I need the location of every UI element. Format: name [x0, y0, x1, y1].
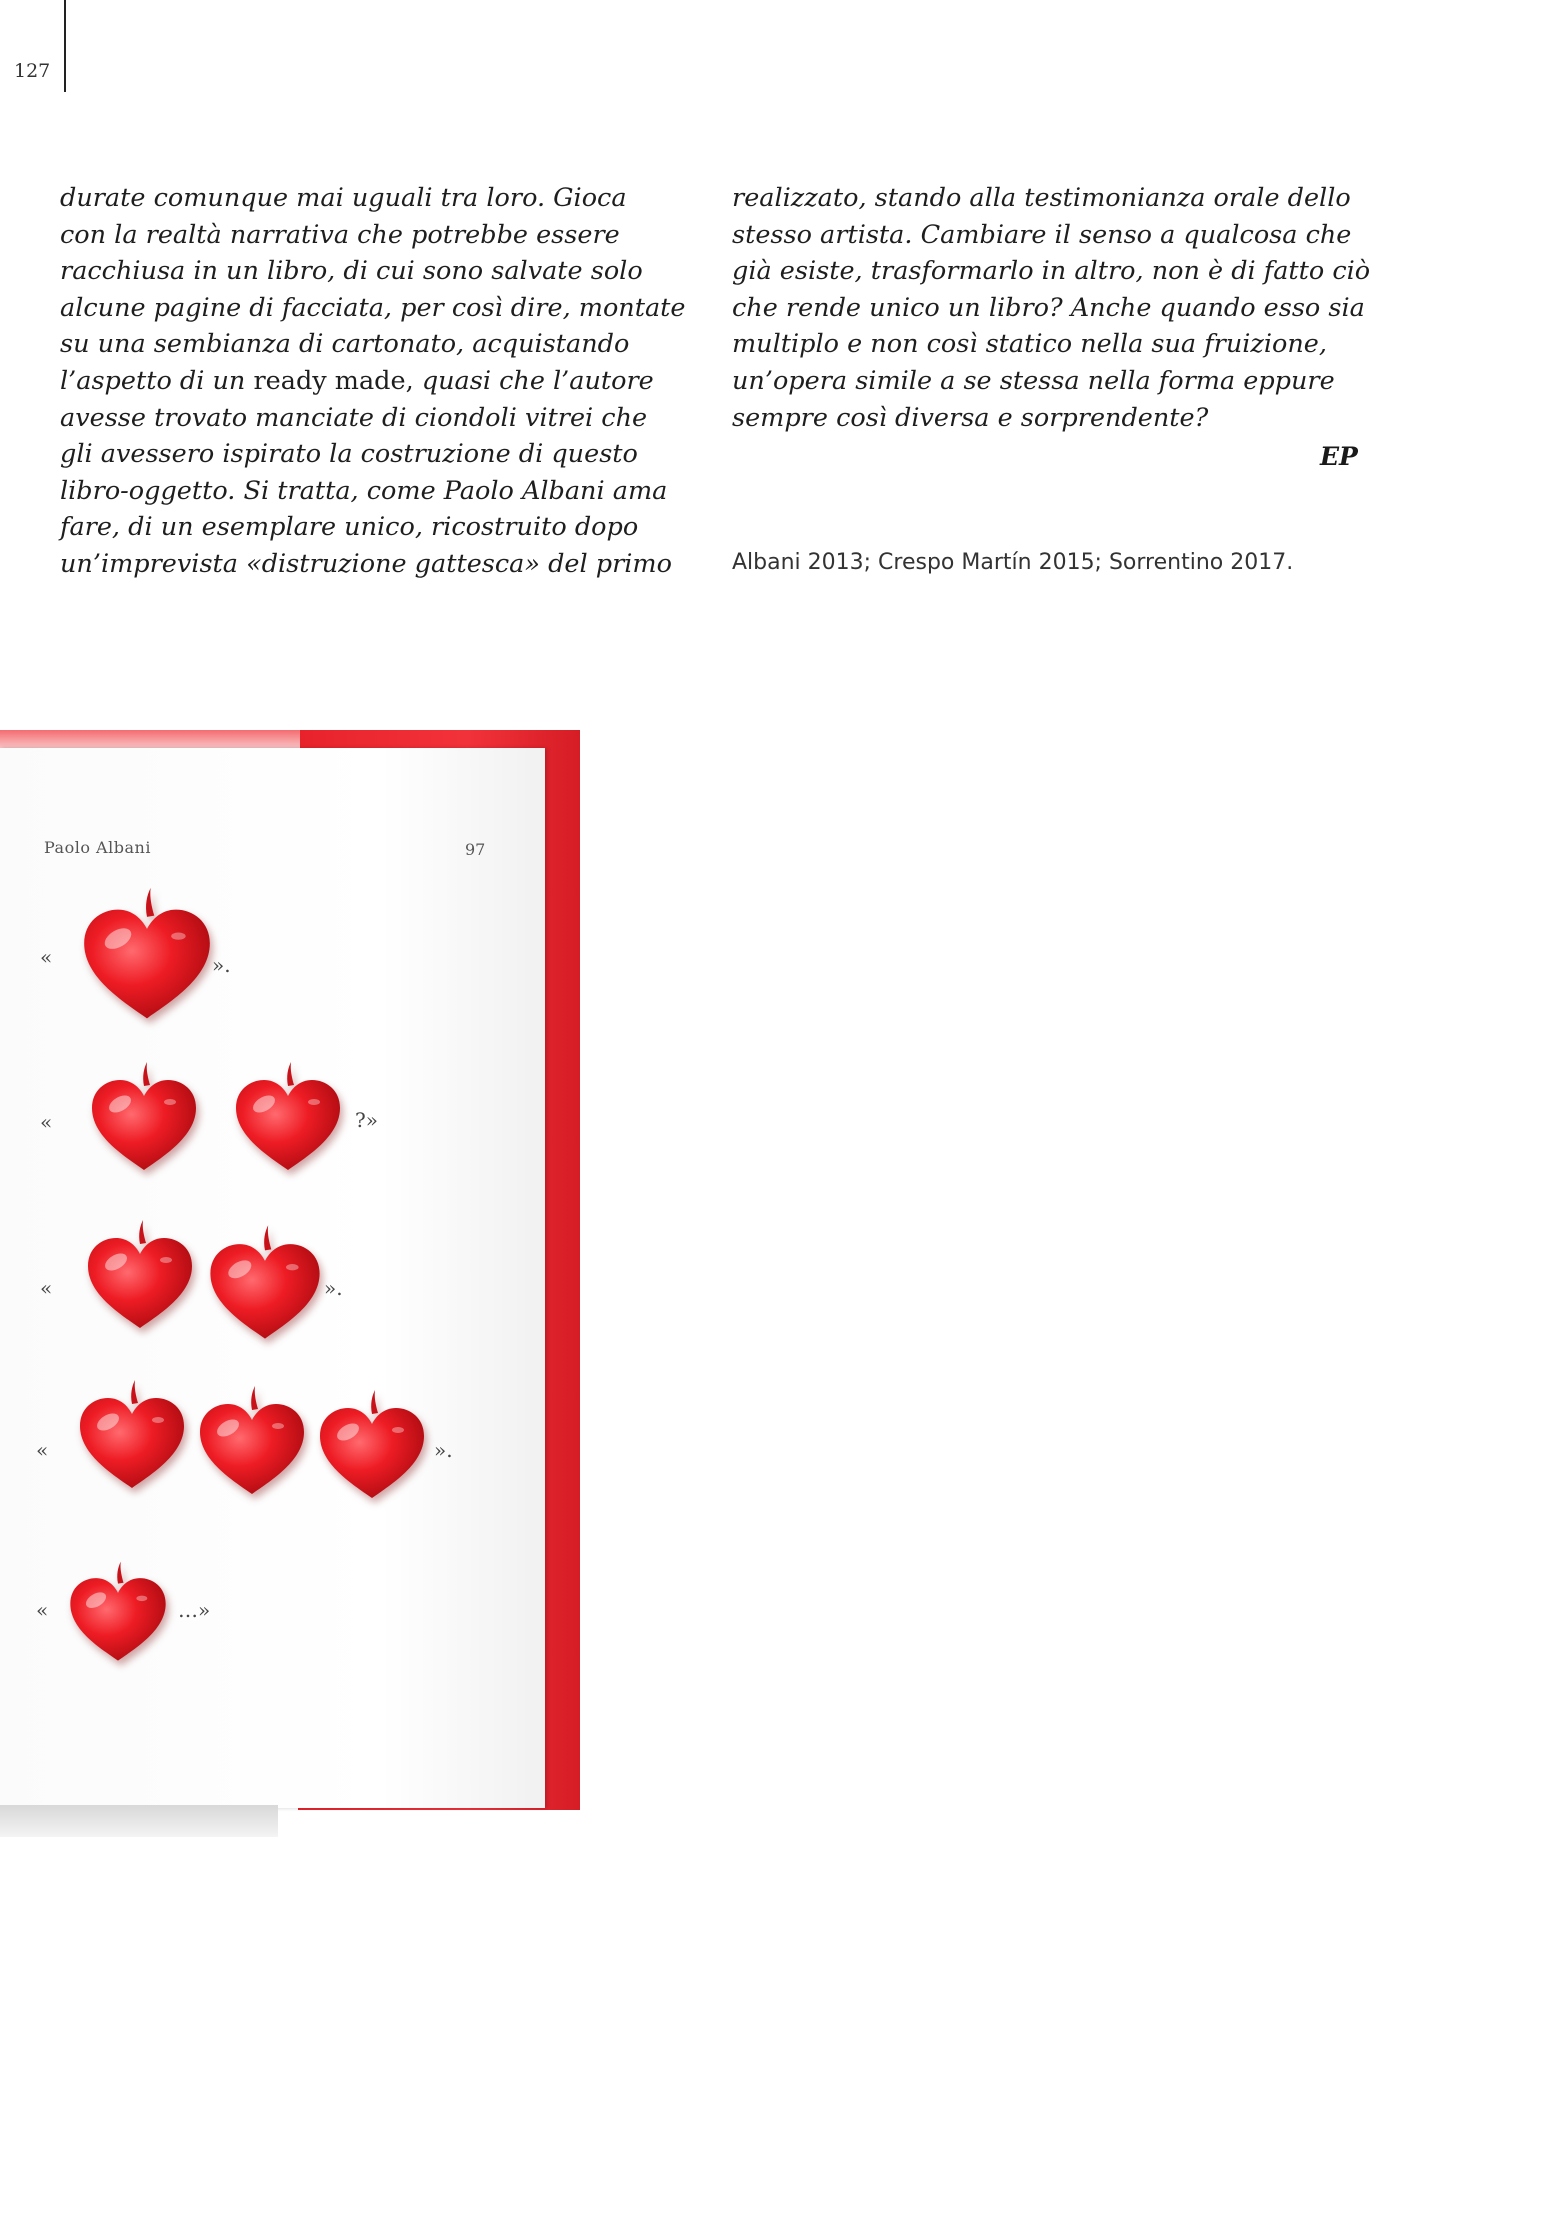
- close-quote: ».: [434, 1438, 453, 1462]
- text-line: già esiste, trasformarlo in altro, non è di fatto ciò: [732, 256, 1371, 287]
- text-line: alcune pagine di facciata, per così dire, montate: [60, 292, 686, 323]
- open-quote: «: [40, 1276, 53, 1300]
- text-fragment: l’aspetto di un: [60, 365, 246, 396]
- text-line: con la realtà narrativa che potrebbe essere: [60, 219, 620, 250]
- glass-heart-icon: [190, 1382, 314, 1502]
- open-quote: «: [36, 1438, 49, 1462]
- book-photo: [0, 720, 590, 1845]
- text-line: realizzato, stando alla testimonianza orale dello: [732, 183, 1351, 213]
- text-line: libro-oggetto. Si tratta, come Paolo Albani ama: [60, 475, 668, 506]
- glass-heart-icon: [62, 1558, 174, 1668]
- heart-quote-row: [0, 1058, 545, 1208]
- heart-quote-row: [0, 1558, 545, 1708]
- ready-made-phrase: ready made,: [253, 365, 414, 396]
- text-line: stesso artista. Cambiare il senso a qualcosa che: [732, 219, 1352, 250]
- open-quote: «: [40, 945, 53, 969]
- book-page-author: Paolo Albani: [44, 838, 151, 857]
- text-line-mixed: [60, 363, 700, 400]
- glass-heart-icon: [200, 1221, 330, 1347]
- text-line: sempre così diversa e sorprendente?: [732, 402, 1209, 433]
- text-line: che rende unico un libro? Anche quando esso sia: [732, 292, 1365, 323]
- text-line: gli avessero ispirato la costruzione di questo: [60, 439, 638, 470]
- book-page-number: 97: [465, 840, 486, 859]
- book-page: [0, 748, 545, 1808]
- heart-quote-row: [0, 883, 545, 1033]
- page-number: 127: [14, 60, 51, 82]
- heart-quote-row: [0, 1376, 545, 1526]
- margin-rule: [64, 0, 66, 92]
- text-line: durate comunque mai uguali tra loro. Gioca: [60, 183, 627, 213]
- close-quote: ?»: [355, 1108, 378, 1132]
- open-quote: «: [36, 1598, 49, 1622]
- text-line: un’opera simile a se stessa nella forma eppure: [732, 365, 1335, 396]
- glass-heart-icon: [310, 1386, 434, 1506]
- text-fragment: quasi che l’autore: [421, 365, 654, 396]
- author-signature: EP: [1320, 442, 1358, 471]
- glass-heart-icon: [78, 1216, 202, 1336]
- text-line: racchiusa in un libro, di cui sono salvate solo: [60, 256, 643, 287]
- glass-heart-icon: [82, 1058, 206, 1178]
- close-quote: ».: [212, 953, 231, 977]
- heart-quote-row: [0, 1216, 545, 1366]
- right-column: [732, 180, 1372, 436]
- text-line: fare, di un esemplare unico, ricostruito dopo: [60, 512, 639, 543]
- text-line: su una sembianza di cartonato, acquistando: [60, 329, 630, 360]
- close-quote: …»: [178, 1598, 211, 1622]
- references: Albani 2013; Crespo Martín 2015; Sorrentino 2017.: [732, 550, 1294, 575]
- close-quote: ».: [324, 1276, 343, 1300]
- book-shadow: [0, 1805, 278, 1837]
- text-line: avesse trovato manciate di ciondoli vitrei che: [60, 402, 648, 433]
- glass-heart-icon: [72, 883, 222, 1028]
- glass-heart-icon: [70, 1376, 194, 1496]
- open-quote: «: [40, 1110, 53, 1134]
- text-line: un’imprevista «distruzione gattesca» del primo: [60, 548, 672, 579]
- glass-heart-icon: [226, 1058, 350, 1178]
- left-column: [60, 180, 700, 583]
- text-line: multiplo e non così statico nella sua fruizione,: [732, 329, 1327, 360]
